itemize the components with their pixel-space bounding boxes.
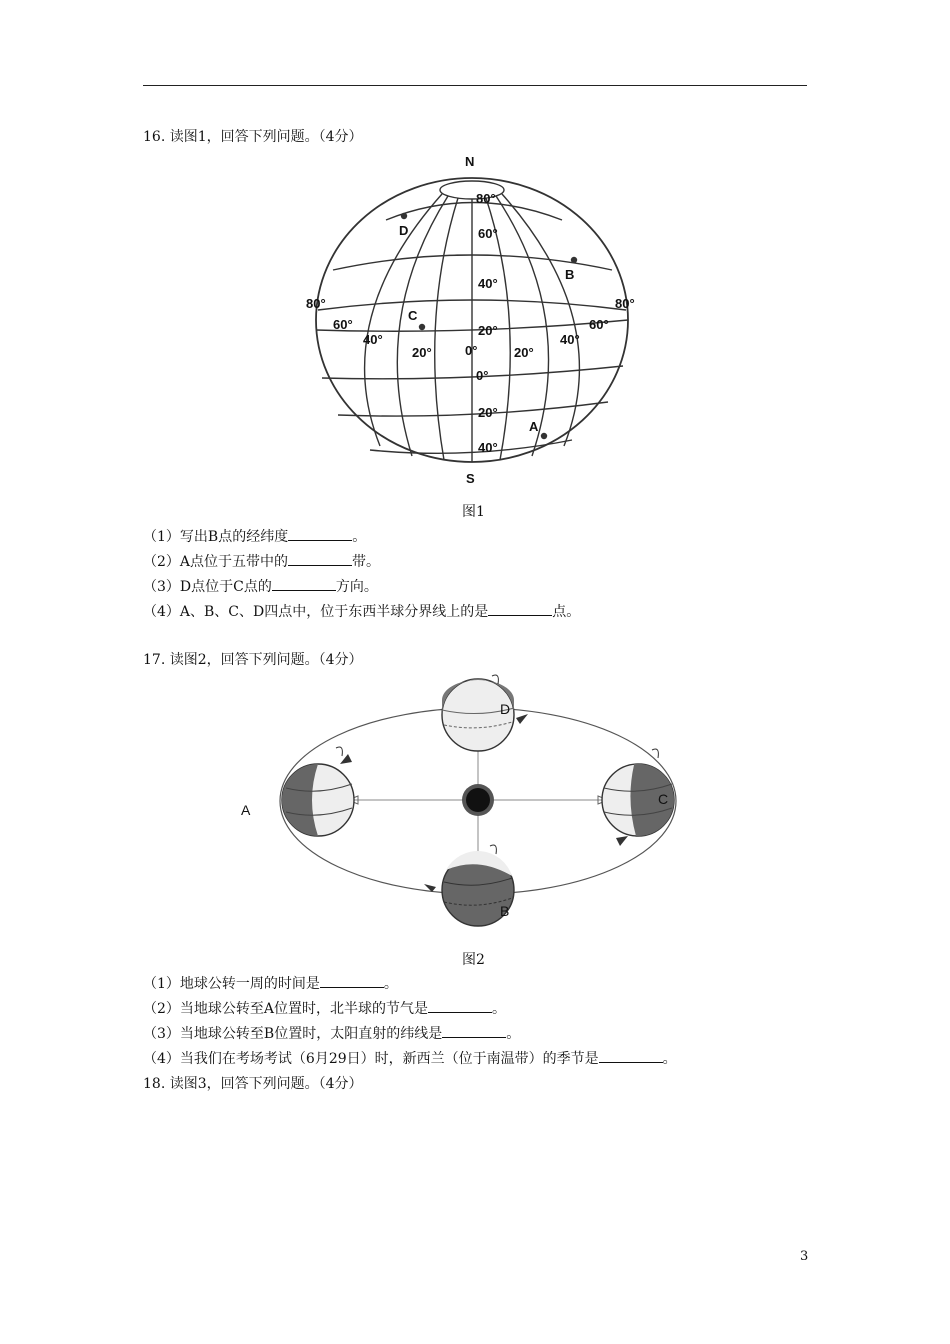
q16-title: 16. 读图1，回答下列问题。（4分） [143, 129, 363, 145]
q16-item-2-suffix: 带。 [352, 554, 381, 570]
q17-title: 17. 读图2，回答下列问题。（4分） [143, 652, 363, 668]
q17-item-2 [143, 1000, 506, 1018]
q17-item-2-text: （2）当地球公转至A位置时，北半球的节气是 [143, 1001, 429, 1017]
earth-a-icon [282, 764, 354, 836]
point-b-label: B [565, 267, 575, 282]
lon-80e-label: 80° [615, 296, 635, 311]
answer-blank [488, 603, 552, 616]
q16-item-4-text: （4）A、B、C、D四点中，位于东西半球分界线上的是 [143, 604, 489, 620]
answer-blank [288, 553, 352, 566]
q16-item-3 [143, 578, 378, 596]
point-b-marker [571, 257, 577, 263]
q17-item-2-suffix: 。 [492, 1001, 507, 1017]
orbit-label-d: D [500, 701, 511, 717]
q18-title: 18. 读图3，回答下列问题。（4分） [143, 1076, 363, 1092]
answer-blank [428, 1000, 492, 1013]
lon-20w-label: 20° [412, 345, 432, 360]
q16-item-2 [143, 553, 380, 571]
lat-20n-label: 20° [478, 323, 498, 338]
lon-80w-label: 80° [306, 296, 326, 311]
point-c-label: C [408, 308, 418, 323]
answer-blank [599, 1050, 663, 1063]
lon-0-label: 0° [465, 343, 478, 358]
lon-40w-label: 40° [363, 332, 383, 347]
lat-80-label: 80° [476, 191, 496, 206]
answer-blank [442, 1025, 506, 1038]
lat-60-label: 60° [478, 226, 498, 241]
lat-40s-label: 40° [478, 440, 498, 455]
header-rule [143, 85, 807, 86]
q16-item-2-text: （2）A点位于五带中的 [143, 554, 289, 570]
figure-2-caption: 图2 [462, 952, 485, 968]
orbit-label-b: B [500, 903, 510, 919]
q17-item-4-suffix: 。 [662, 1051, 677, 1067]
q16-item-4-suffix: 点。 [552, 604, 581, 620]
q16-item-3-suffix: 方向。 [335, 579, 378, 595]
q16-item-4 [143, 603, 580, 621]
point-a-marker [541, 433, 547, 439]
sun-icon [462, 784, 494, 816]
point-c-marker [419, 324, 425, 330]
figure-1-caption: 图1 [462, 504, 485, 520]
q17-item-1-text: （1）地球公转一周的时间是 [143, 976, 320, 992]
globe-label-n: N [465, 154, 475, 169]
answer-blank [288, 528, 352, 541]
q17-item-4 [143, 1050, 677, 1068]
answer-blank [320, 975, 384, 988]
q16-item-3-text: （3）D点位于C点的 [143, 579, 272, 595]
point-d-marker [401, 213, 407, 219]
q16-item-1-suffix: 。 [352, 529, 367, 545]
figure-1-globe [300, 150, 645, 495]
q16-item-1-text: （1）写出B点的经纬度 [143, 529, 289, 545]
lat-20s-label: 20° [478, 405, 498, 420]
q17-item-1 [143, 975, 398, 993]
figure-2-orbit [230, 670, 710, 935]
q17-item-3-suffix: 。 [506, 1026, 521, 1042]
answer-blank [272, 578, 336, 591]
point-d-label: D [399, 223, 409, 238]
orbit-label-a: A [241, 802, 251, 818]
lat-0-label: 0° [476, 368, 489, 383]
q17-item-3-text: （3）当地球公转至B位置时，太阳直射的纬线是 [143, 1026, 443, 1042]
lat-40n-label: 40° [478, 276, 498, 291]
q16-item-1 [143, 528, 366, 546]
lon-60w-label: 60° [333, 317, 353, 332]
q17-item-3 [143, 1025, 520, 1043]
q17-item-1-suffix: 。 [383, 976, 398, 992]
q17-item-4-text: （4）当我们在考场考试（6月29日）时，新西兰（位于南温带）的季节是 [143, 1051, 599, 1067]
orbit-label-c: C [658, 791, 669, 807]
lon-20e-label: 20° [514, 345, 534, 360]
lon-40e-label: 40° [560, 332, 580, 347]
lon-60e-label: 60° [589, 317, 609, 332]
globe-label-s: S [466, 471, 475, 486]
point-a-label: A [529, 419, 539, 434]
page-number: 3 [800, 1249, 809, 1264]
